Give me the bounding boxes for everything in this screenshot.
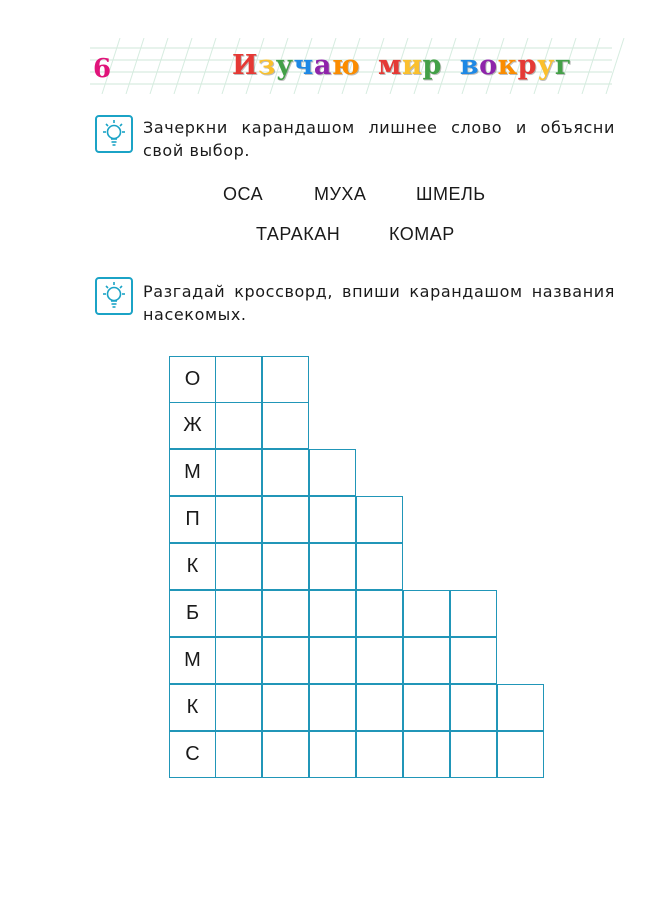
crossword-cell[interactable] bbox=[262, 496, 309, 543]
crossword-start-letter: М bbox=[169, 637, 216, 684]
word-option[interactable]: ШМЕЛЬ bbox=[416, 184, 486, 204]
crossword-cell[interactable] bbox=[309, 637, 356, 684]
title-word: Изучаю bbox=[232, 50, 360, 81]
crossword-start-letter: Ж bbox=[169, 402, 216, 449]
word-option[interactable]: КОМАР bbox=[389, 224, 455, 244]
crossword-cell[interactable] bbox=[215, 684, 262, 731]
word-option[interactable]: ТАРАКАН bbox=[256, 224, 341, 244]
crossword-start-letter: О bbox=[169, 356, 216, 403]
crossword-cell[interactable] bbox=[215, 731, 262, 778]
crossword-cell[interactable] bbox=[309, 684, 356, 731]
crossword-cell[interactable] bbox=[403, 731, 450, 778]
crossword-cell[interactable] bbox=[356, 590, 403, 637]
crossword-cell[interactable] bbox=[262, 637, 309, 684]
crossword-start-letter: С bbox=[169, 731, 216, 778]
crossword-start-letter: К bbox=[169, 684, 216, 731]
word-option[interactable]: МУХА bbox=[314, 184, 367, 204]
crossword-cell[interactable] bbox=[309, 590, 356, 637]
crossword-cell[interactable] bbox=[215, 356, 262, 403]
crossword-cell[interactable] bbox=[356, 637, 403, 684]
crossword-cell[interactable] bbox=[262, 449, 309, 496]
crossword-cell[interactable] bbox=[309, 731, 356, 778]
crossword-cell[interactable] bbox=[215, 543, 262, 590]
page-title bbox=[232, 50, 572, 81]
lightbulb-icon bbox=[95, 115, 133, 153]
crossword-cell[interactable] bbox=[262, 356, 309, 403]
crossword-cell[interactable] bbox=[309, 543, 356, 590]
crossword-cell[interactable] bbox=[497, 731, 544, 778]
lightbulb-icon bbox=[95, 277, 133, 315]
title-word: вокруг bbox=[459, 50, 572, 81]
crossword-cell[interactable] bbox=[450, 731, 497, 778]
crossword-cell[interactable] bbox=[356, 731, 403, 778]
crossword-cell[interactable] bbox=[215, 449, 262, 496]
page-number: 6 bbox=[93, 54, 112, 84]
title-word: мир bbox=[378, 50, 442, 81]
crossword-start-letter: М bbox=[169, 449, 216, 496]
crossword-cell[interactable] bbox=[403, 684, 450, 731]
crossword-cell[interactable] bbox=[356, 496, 403, 543]
crossword-cell[interactable] bbox=[262, 402, 309, 449]
crossword-cell[interactable] bbox=[356, 543, 403, 590]
crossword-cell[interactable] bbox=[215, 590, 262, 637]
crossword-cell[interactable] bbox=[450, 637, 497, 684]
crossword-cell[interactable] bbox=[450, 590, 497, 637]
crossword-cell[interactable] bbox=[262, 543, 309, 590]
crossword-cell[interactable] bbox=[215, 402, 262, 449]
crossword-start-letter: Б bbox=[169, 590, 216, 637]
crossword-start-letter: К bbox=[169, 543, 216, 590]
crossword-start-letter: П bbox=[169, 496, 216, 543]
crossword-cell[interactable] bbox=[403, 590, 450, 637]
crossword-cell[interactable] bbox=[262, 590, 309, 637]
crossword-cell[interactable] bbox=[450, 684, 497, 731]
crossword-cell[interactable] bbox=[403, 637, 450, 684]
crossword-cell[interactable] bbox=[497, 684, 544, 731]
crossword-cell[interactable] bbox=[262, 684, 309, 731]
crossword-cell[interactable] bbox=[215, 496, 262, 543]
crossword-cell[interactable] bbox=[309, 449, 356, 496]
crossword-cell[interactable] bbox=[215, 637, 262, 684]
crossword-cell[interactable] bbox=[356, 684, 403, 731]
task2-instruction: Разгадай кроссворд, впиши карандашом названия насекомых. bbox=[143, 282, 615, 324]
crossword-cell[interactable] bbox=[309, 496, 356, 543]
task1-instruction: Зачеркни карандашом лишнее слово и объясни свой выбор. bbox=[143, 118, 615, 160]
crossword-cell[interactable] bbox=[262, 731, 309, 778]
word-option[interactable]: ОСА bbox=[223, 184, 264, 204]
